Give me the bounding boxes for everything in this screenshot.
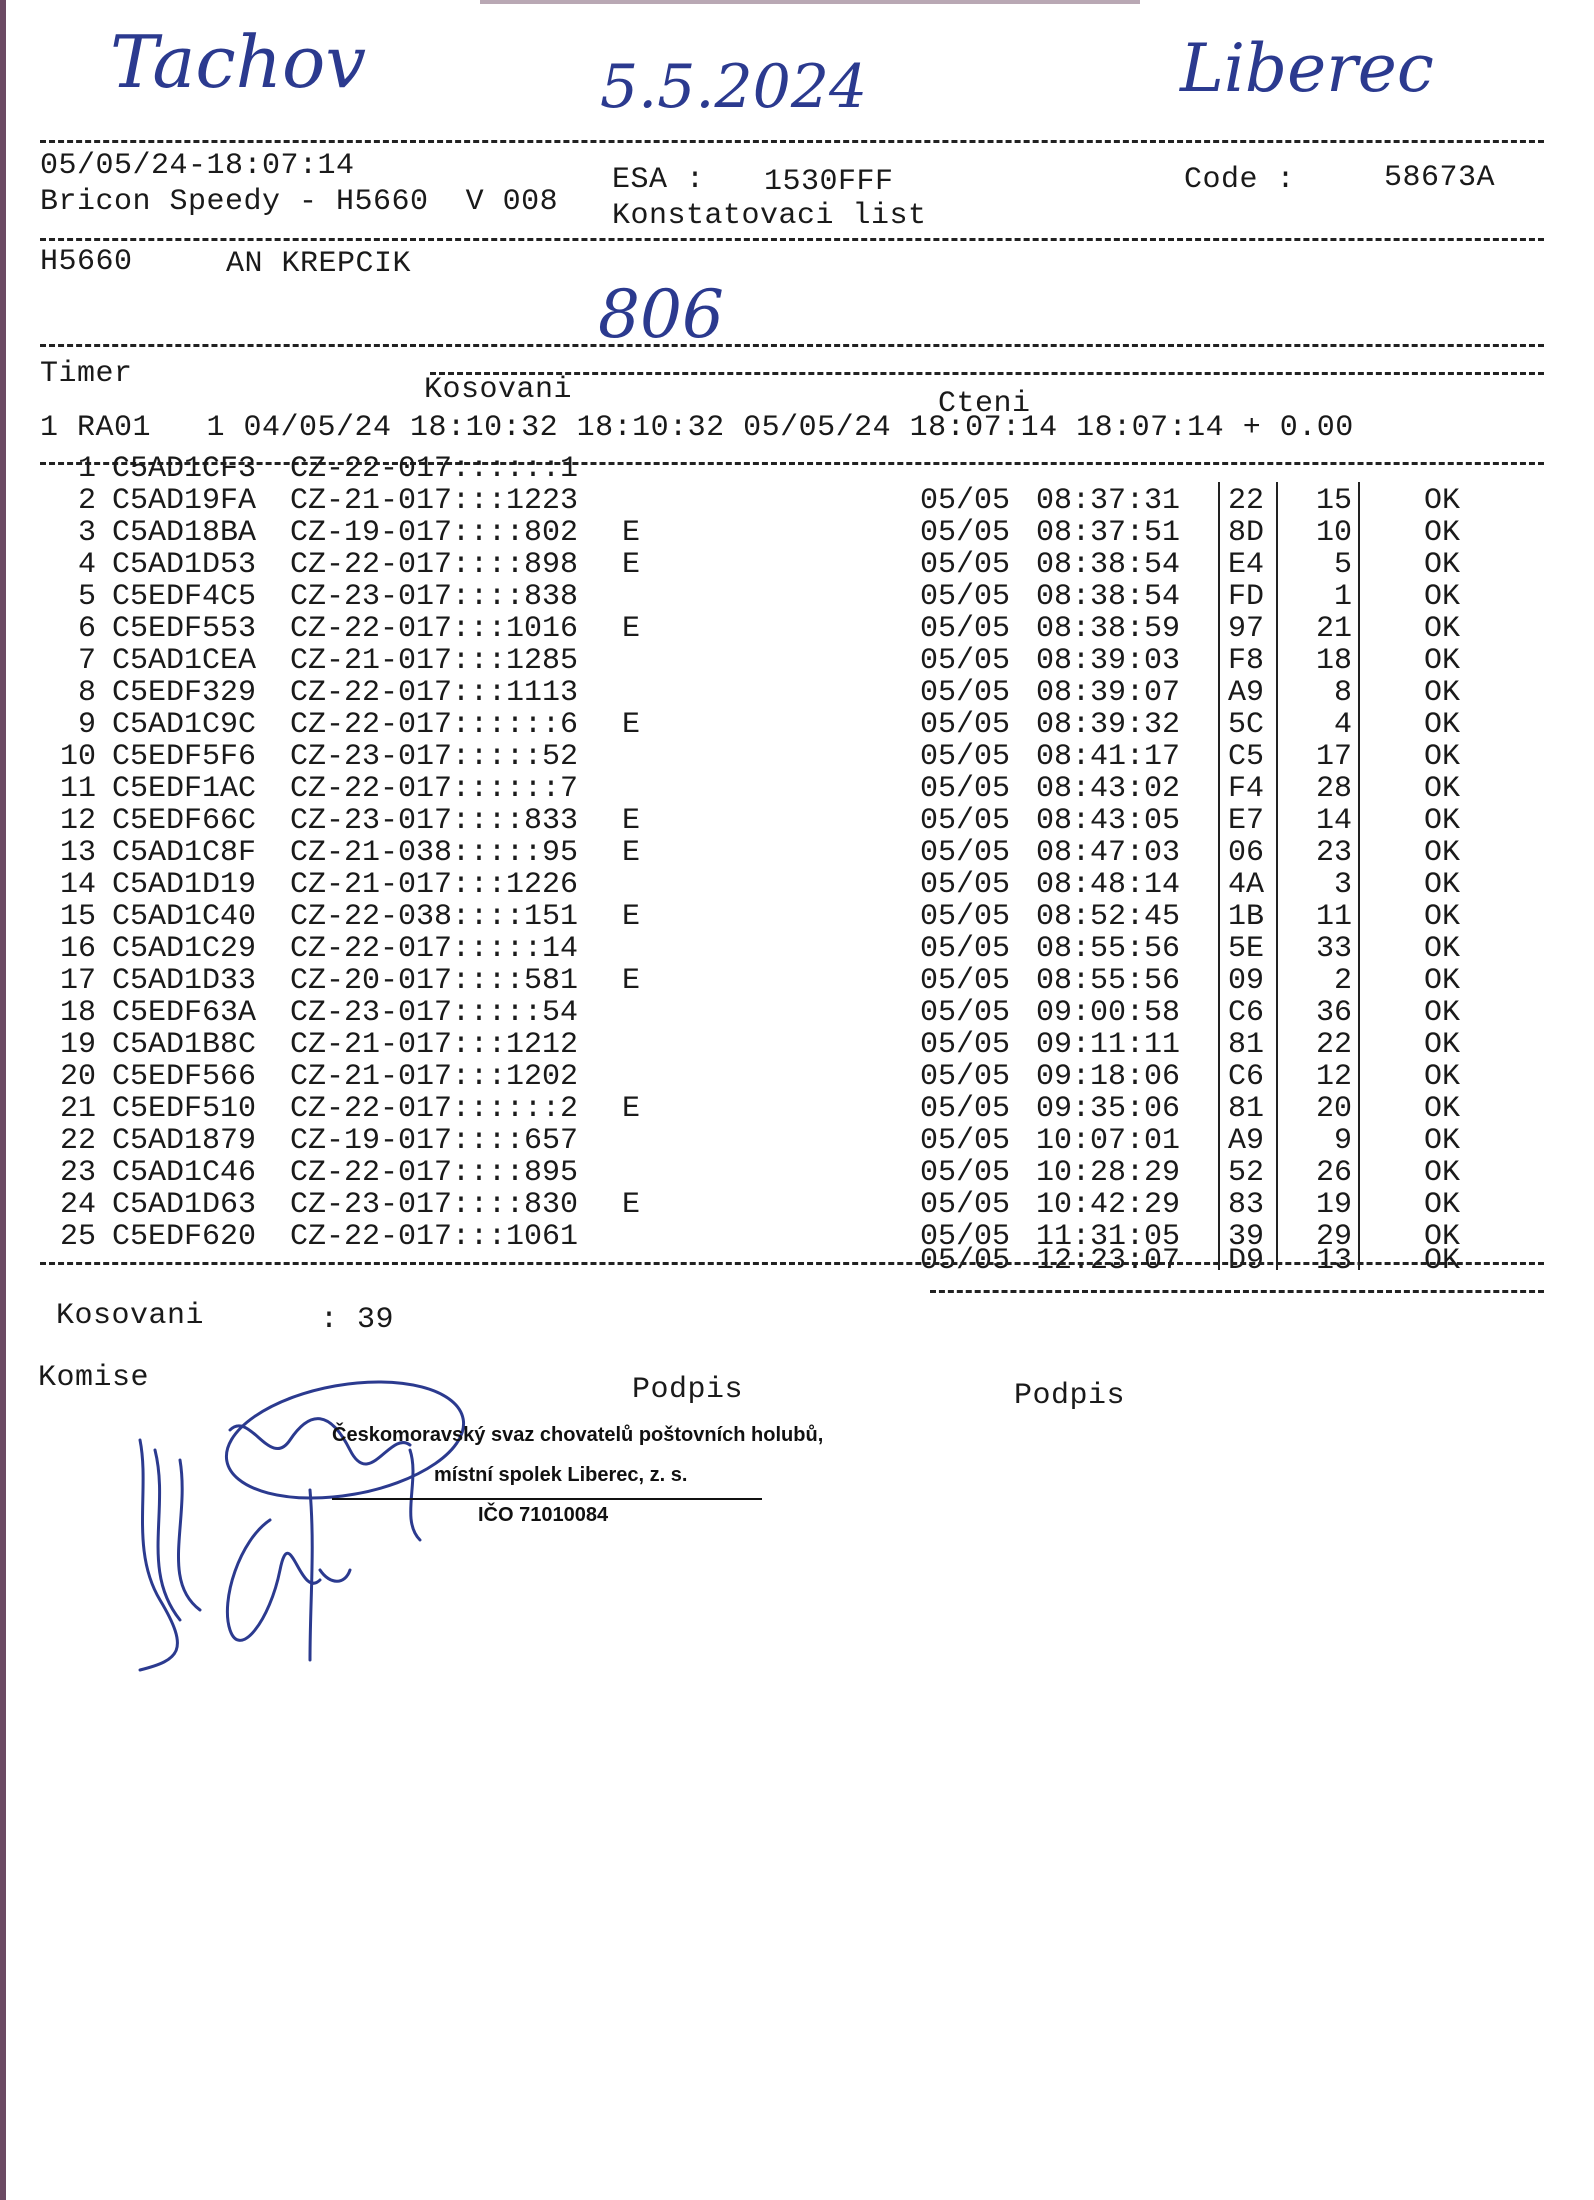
row-ring: CZ-23-017::::833 — [290, 804, 579, 838]
row-date: 05/05 — [920, 836, 1011, 870]
row-chip: C5AD1D53 — [112, 548, 257, 582]
row-date: 05/05 — [920, 548, 1011, 582]
row-time: 08:39:03 — [1036, 644, 1181, 678]
divider-table-bottom — [40, 1262, 1544, 1265]
row-chip: C5AD1C29 — [112, 932, 257, 966]
row-hex: C5 — [1228, 740, 1265, 774]
row-no: 24 — [59, 1188, 96, 1222]
row-status: OK — [1424, 1188, 1461, 1222]
row-date: 05/05 — [920, 932, 1011, 966]
row-date: 05/05 — [920, 1220, 1011, 1254]
row-ring: CZ-21-017:::1202 — [290, 1060, 579, 1094]
row-hex: 5C — [1228, 708, 1265, 742]
table-row — [0, 1156, 1594, 1188]
row-hex: 97 — [1228, 612, 1265, 646]
row-hex: F8 — [1228, 644, 1265, 678]
row-hex: 83 — [1228, 1188, 1265, 1222]
row-ring: CZ-21-038:::::95 — [290, 836, 579, 870]
row-pos: 23 — [1315, 836, 1352, 870]
row-ring: CZ-19-017::::802 — [290, 516, 579, 550]
row-e-flag: E — [622, 708, 641, 742]
row-no: 3 — [77, 516, 96, 550]
row-ring: CZ-22-017::::895 — [290, 1156, 579, 1190]
row-no: 25 — [59, 1220, 96, 1254]
row-pos: 21 — [1315, 612, 1352, 646]
row-pos: 28 — [1315, 772, 1352, 806]
table-row — [0, 900, 1594, 932]
row-status: OK — [1424, 804, 1461, 838]
row-pos: 5 — [1333, 548, 1352, 582]
row-hex: E4 — [1228, 548, 1265, 582]
table-row — [0, 868, 1594, 900]
row-chip: C5AD1D19 — [112, 868, 257, 902]
row-time: 09:11:11 — [1036, 1028, 1181, 1062]
row-hex: C6 — [1228, 1060, 1265, 1094]
cteni-label: Cteni — [938, 387, 1031, 421]
handwritten-date: 5.5.2024 — [600, 52, 868, 122]
row-no: 13 — [59, 836, 96, 870]
row-ring: CZ-22-017::::::1 — [290, 452, 579, 486]
row-chip: C5AD1D63 — [112, 1188, 257, 1222]
row-status: OK — [1424, 772, 1461, 806]
row-e-flag: E — [622, 900, 641, 934]
row-e-flag: E — [622, 1092, 641, 1126]
row-e-flag: E — [622, 836, 641, 870]
table-row — [0, 1092, 1594, 1124]
row-time: 08:55:56 — [1036, 932, 1181, 966]
table-row — [0, 708, 1594, 740]
row-ring: CZ-22-017:::1113 — [290, 676, 579, 710]
row-no: 20 — [59, 1060, 96, 1094]
row-date: 05/05 — [920, 1028, 1011, 1062]
row-chip: C5EDF4C5 — [112, 580, 257, 614]
stamp-line-1: Českomoravský svaz chovatelů poštovních holubů, — [332, 1424, 824, 1446]
table-row — [0, 836, 1594, 868]
row-no: 10 — [59, 740, 96, 774]
row-pos: 11 — [1315, 900, 1352, 934]
row-status: OK — [1424, 1060, 1461, 1094]
divider-table-bottom-2 — [930, 1290, 1544, 1293]
row-date: 05/05 — [920, 676, 1011, 710]
row-no: 7 — [77, 644, 96, 678]
row-date: 05/05 — [920, 772, 1011, 806]
row-chip: C5AD1C9C — [112, 708, 257, 742]
row-pos: 13 — [1315, 1244, 1352, 1278]
row-status: OK — [1424, 580, 1461, 614]
row-chip: C5AD1C40 — [112, 900, 257, 934]
row-status: OK — [1424, 516, 1461, 550]
row-chip: C5EDF510 — [112, 1092, 257, 1126]
row-pos: 29 — [1315, 1220, 1352, 1254]
row-ring: CZ-19-017::::657 — [290, 1124, 579, 1158]
row-chip: C5AD18BA — [112, 516, 257, 550]
row-hex: 06 — [1228, 836, 1265, 870]
row-chip: C5AD1CF3 — [112, 452, 257, 486]
row-date: 05/05 — [920, 1124, 1011, 1158]
row-chip: C5EDF5F6 — [112, 740, 257, 774]
row-date: 05/05 — [920, 1244, 1011, 1278]
row-chip: C5EDF620 — [112, 1220, 257, 1254]
table-row — [0, 452, 1594, 484]
row-pos: 33 — [1315, 932, 1352, 966]
row-hex: 09 — [1228, 964, 1265, 998]
row-chip: C5AD1879 — [112, 1124, 257, 1158]
row-time: 10:07:01 — [1036, 1124, 1181, 1158]
table-row — [0, 516, 1594, 548]
row-hex: 8D — [1228, 516, 1265, 550]
table-row — [0, 932, 1594, 964]
row-pos: 4 — [1333, 708, 1352, 742]
row-status: OK — [1424, 484, 1461, 518]
row-ring: CZ-22-017::::::6 — [290, 708, 579, 742]
table-row — [0, 804, 1594, 836]
row-date: 05/05 — [920, 612, 1011, 646]
row-no: 17 — [59, 964, 96, 998]
row-e-flag: E — [622, 548, 641, 582]
row-pos: 26 — [1315, 1156, 1352, 1190]
row-ring: CZ-23-017::::830 — [290, 1188, 579, 1222]
handwritten-signatures — [120, 1370, 480, 1690]
row-ring: CZ-22-017:::::14 — [290, 932, 579, 966]
row-e-flag: E — [622, 516, 641, 550]
kosovani-summary-value: : 39 — [320, 1303, 395, 1337]
row-date: 05/05 — [920, 804, 1011, 838]
row-status: OK — [1424, 1092, 1461, 1126]
divider-owner-2 — [430, 372, 1544, 375]
kosovani-summary-label: Kosovani — [56, 1299, 205, 1333]
header-doc-type: Konstatovaci list — [612, 199, 927, 233]
row-no: 11 — [59, 772, 96, 806]
row-ring: CZ-21-017:::1285 — [290, 644, 579, 678]
row-no: 8 — [77, 676, 96, 710]
stamp-line-3: IČO 71010084 — [478, 1504, 609, 1526]
row-hex: D9 — [1228, 1244, 1265, 1278]
row-hex: 81 — [1228, 1092, 1265, 1126]
table-row — [0, 1124, 1594, 1156]
row-ring: CZ-22-038::::151 — [290, 900, 579, 934]
row-no: 18 — [59, 996, 96, 1030]
row-chip: C5EDF66C — [112, 804, 257, 838]
stamp-rule — [332, 1498, 762, 1500]
table-row — [0, 676, 1594, 708]
row-no: 5 — [77, 580, 96, 614]
table-row — [0, 548, 1594, 580]
row-hex: 4A — [1228, 868, 1265, 902]
stamp-line-2: místní spolek Liberec, z. s. — [434, 1464, 688, 1486]
row-time: 10:42:29 — [1036, 1188, 1181, 1222]
row-ring: CZ-23-017:::::52 — [290, 740, 579, 774]
row-date: 05/05 — [920, 900, 1011, 934]
row-hex: 1B — [1228, 900, 1265, 934]
row-time: 08:38:54 — [1036, 580, 1181, 614]
row-time: 08:41:17 — [1036, 740, 1181, 774]
row-status: OK — [1424, 1220, 1461, 1254]
row-no: 23 — [59, 1156, 96, 1190]
row-date: 05/05 — [920, 644, 1011, 678]
row-time: 08:55:56 — [1036, 964, 1181, 998]
row-chip: C5AD1CEA — [112, 644, 257, 678]
row-date: 05/05 — [920, 996, 1011, 1030]
row-status: OK — [1424, 548, 1461, 582]
row-time: 08:39:07 — [1036, 676, 1181, 710]
row-chip: C5AD19FA — [112, 484, 257, 518]
row-status: OK — [1424, 612, 1461, 646]
row-no: 6 — [77, 612, 96, 646]
row-no: 16 — [59, 932, 96, 966]
row-ring: CZ-22-017:::1061 — [290, 1220, 579, 1254]
row-pos: 10 — [1315, 516, 1352, 550]
row-hex: 81 — [1228, 1028, 1265, 1062]
kosovani-label: Kosovani — [424, 373, 573, 407]
row-pos: 15 — [1315, 484, 1352, 518]
row-status: OK — [1424, 868, 1461, 902]
row-time: 08:43:02 — [1036, 772, 1181, 806]
row-status: OK — [1424, 836, 1461, 870]
row-e-flag: E — [622, 964, 641, 998]
row-status: OK — [1424, 1244, 1461, 1278]
row-time: 08:47:03 — [1036, 836, 1181, 870]
row-pos: 22 — [1315, 1028, 1352, 1062]
row-status: OK — [1424, 708, 1461, 742]
row-status: OK — [1424, 900, 1461, 934]
row-ring: CZ-21-017:::1212 — [290, 1028, 579, 1062]
table-row — [0, 1028, 1594, 1060]
row-chip: C5EDF63A — [112, 996, 257, 1030]
divider-owner — [40, 344, 1544, 347]
row-ring: CZ-21-017:::1226 — [290, 868, 579, 902]
row-e-flag: E — [622, 1188, 641, 1222]
row-pos: 19 — [1315, 1188, 1352, 1222]
owner-name: AN KREPCIK — [226, 247, 412, 281]
row-time: 09:00:58 — [1036, 996, 1181, 1030]
row-time: 08:39:32 — [1036, 708, 1181, 742]
header-timestamp: 05/05/24-18:07:14 — [40, 149, 355, 183]
podpis-label-1: Podpis — [632, 1373, 744, 1407]
header-esa-label: ESA : — [612, 163, 705, 197]
row-no: 19 — [59, 1028, 96, 1062]
table-row — [0, 772, 1594, 804]
row-time: 08:37:51 — [1036, 516, 1181, 550]
row-ring: CZ-23-017:::::54 — [290, 996, 579, 1030]
row-hex: 52 — [1228, 1156, 1265, 1190]
row-status: OK — [1424, 740, 1461, 774]
row-hex: 39 — [1228, 1220, 1265, 1254]
row-hex: FD — [1228, 580, 1265, 614]
row-ring: CZ-23-017::::838 — [290, 580, 579, 614]
row-ring: CZ-22-017::::::2 — [290, 1092, 579, 1126]
row-pos: 2 — [1333, 964, 1352, 998]
row-date: 05/05 — [920, 1156, 1011, 1190]
row-date: 05/05 — [920, 580, 1011, 614]
row-chip: C5EDF566 — [112, 1060, 257, 1094]
row-time: 08:37:31 — [1036, 484, 1181, 518]
row-date: 05/05 — [920, 1060, 1011, 1094]
header-esa-value: 1530FFF — [764, 165, 894, 199]
row-no: 1 — [77, 452, 96, 486]
row-status: OK — [1424, 996, 1461, 1030]
row-date: 05/05 — [920, 1092, 1011, 1126]
row-ring: CZ-21-017:::1223 — [290, 484, 579, 518]
table-row — [0, 1188, 1594, 1220]
row-hex: 5E — [1228, 932, 1265, 966]
table-row — [0, 1060, 1594, 1092]
row-no: 14 — [59, 868, 96, 902]
row-no: 12 — [59, 804, 96, 838]
row-ring: CZ-22-017:::1016 — [290, 612, 579, 646]
table-row — [0, 740, 1594, 772]
handwritten-place: Tachov — [110, 20, 367, 104]
row-chip: C5AD1B8C — [112, 1028, 257, 1062]
table-row — [0, 996, 1594, 1028]
row-date: 05/05 — [920, 484, 1011, 518]
row-pos: 12 — [1315, 1060, 1352, 1094]
scan-edge-top — [480, 0, 1140, 4]
row-no: 15 — [59, 900, 96, 934]
row-chip: C5EDF553 — [112, 612, 257, 646]
row-date: 05/05 — [920, 740, 1011, 774]
row-pos: 20 — [1315, 1092, 1352, 1126]
row-date: 05/05 — [920, 516, 1011, 550]
row-pos: 17 — [1315, 740, 1352, 774]
row-no: 9 — [77, 708, 96, 742]
row-status: OK — [1424, 1124, 1461, 1158]
handwritten-number: 806 — [598, 276, 724, 353]
row-no: 2 — [77, 484, 96, 518]
row-chip: C5AD1D33 — [112, 964, 257, 998]
row-ring: CZ-20-017::::581 — [290, 964, 579, 998]
row-no: 22 — [59, 1124, 96, 1158]
divider-top — [40, 140, 1544, 143]
row-date: 05/05 — [920, 1188, 1011, 1222]
row-ring: CZ-22-017::::::7 — [290, 772, 579, 806]
row-hex: 22 — [1228, 484, 1265, 518]
row-time: 10:28:29 — [1036, 1156, 1181, 1190]
row-pos: 14 — [1315, 804, 1352, 838]
row-e-flag: E — [622, 804, 641, 838]
row-hex: A9 — [1228, 1124, 1265, 1158]
podpis-label-2: Podpis — [1014, 1379, 1126, 1413]
table-row — [0, 1244, 1594, 1276]
table-row — [0, 964, 1594, 996]
row-pos: 1 — [1333, 580, 1352, 614]
row-status: OK — [1424, 932, 1461, 966]
header-code-label: Code : — [1184, 163, 1296, 197]
row-e-flag: E — [622, 612, 641, 646]
row-time: 08:43:05 — [1036, 804, 1181, 838]
row-ring: CZ-22-017::::898 — [290, 548, 579, 582]
owner-id: H5660 — [40, 245, 133, 279]
row-time: 08:38:59 — [1036, 612, 1181, 646]
table-row — [0, 612, 1594, 644]
row-hex: E7 — [1228, 804, 1265, 838]
timer-label: Timer — [40, 357, 133, 391]
row-pos: 9 — [1333, 1124, 1352, 1158]
row-date: 05/05 — [920, 708, 1011, 742]
row-hex: F4 — [1228, 772, 1265, 806]
table-row — [0, 580, 1594, 612]
handwritten-signature-name: Liberec — [1180, 30, 1434, 107]
row-time: 09:35:06 — [1036, 1092, 1181, 1126]
row-time: 08:52:45 — [1036, 900, 1181, 934]
row-chip: C5EDF329 — [112, 676, 257, 710]
divider-header — [40, 238, 1544, 241]
timer-line: 1 RA01 1 04/05/24 18:10:32 18:10:32 05/05/24 18:07:14 18:07:14 + 0.00 — [40, 411, 1354, 445]
row-status: OK — [1424, 1156, 1461, 1190]
row-time: 09:18:06 — [1036, 1060, 1181, 1094]
row-time: 08:48:14 — [1036, 868, 1181, 902]
komise-label: Komise — [38, 1361, 150, 1395]
row-hex: C6 — [1228, 996, 1265, 1030]
row-time: 11:31:05 — [1036, 1220, 1181, 1254]
row-date: 05/05 — [920, 964, 1011, 998]
header-code-value: 58673A — [1384, 161, 1496, 195]
row-date: 05/05 — [920, 868, 1011, 902]
row-pos: 8 — [1333, 676, 1352, 710]
row-status: OK — [1424, 1028, 1461, 1062]
row-pos: 3 — [1333, 868, 1352, 902]
row-chip: C5EDF1AC — [112, 772, 257, 806]
row-time: 08:38:54 — [1036, 548, 1181, 582]
row-chip: C5AD1C46 — [112, 1156, 257, 1190]
header-device: Bricon Speedy - H5660 V 008 — [40, 185, 559, 219]
table-row — [0, 484, 1594, 516]
row-time: 12:23:07 — [1036, 1244, 1181, 1278]
table-row — [0, 644, 1594, 676]
row-chip: C5AD1C8F — [112, 836, 257, 870]
row-no: 21 — [59, 1092, 96, 1126]
row-no: 4 — [77, 548, 96, 582]
row-hex: A9 — [1228, 676, 1265, 710]
row-status: OK — [1424, 644, 1461, 678]
row-status: OK — [1424, 676, 1461, 710]
row-pos: 36 — [1315, 996, 1352, 1030]
row-pos: 18 — [1315, 644, 1352, 678]
row-status: OK — [1424, 964, 1461, 998]
